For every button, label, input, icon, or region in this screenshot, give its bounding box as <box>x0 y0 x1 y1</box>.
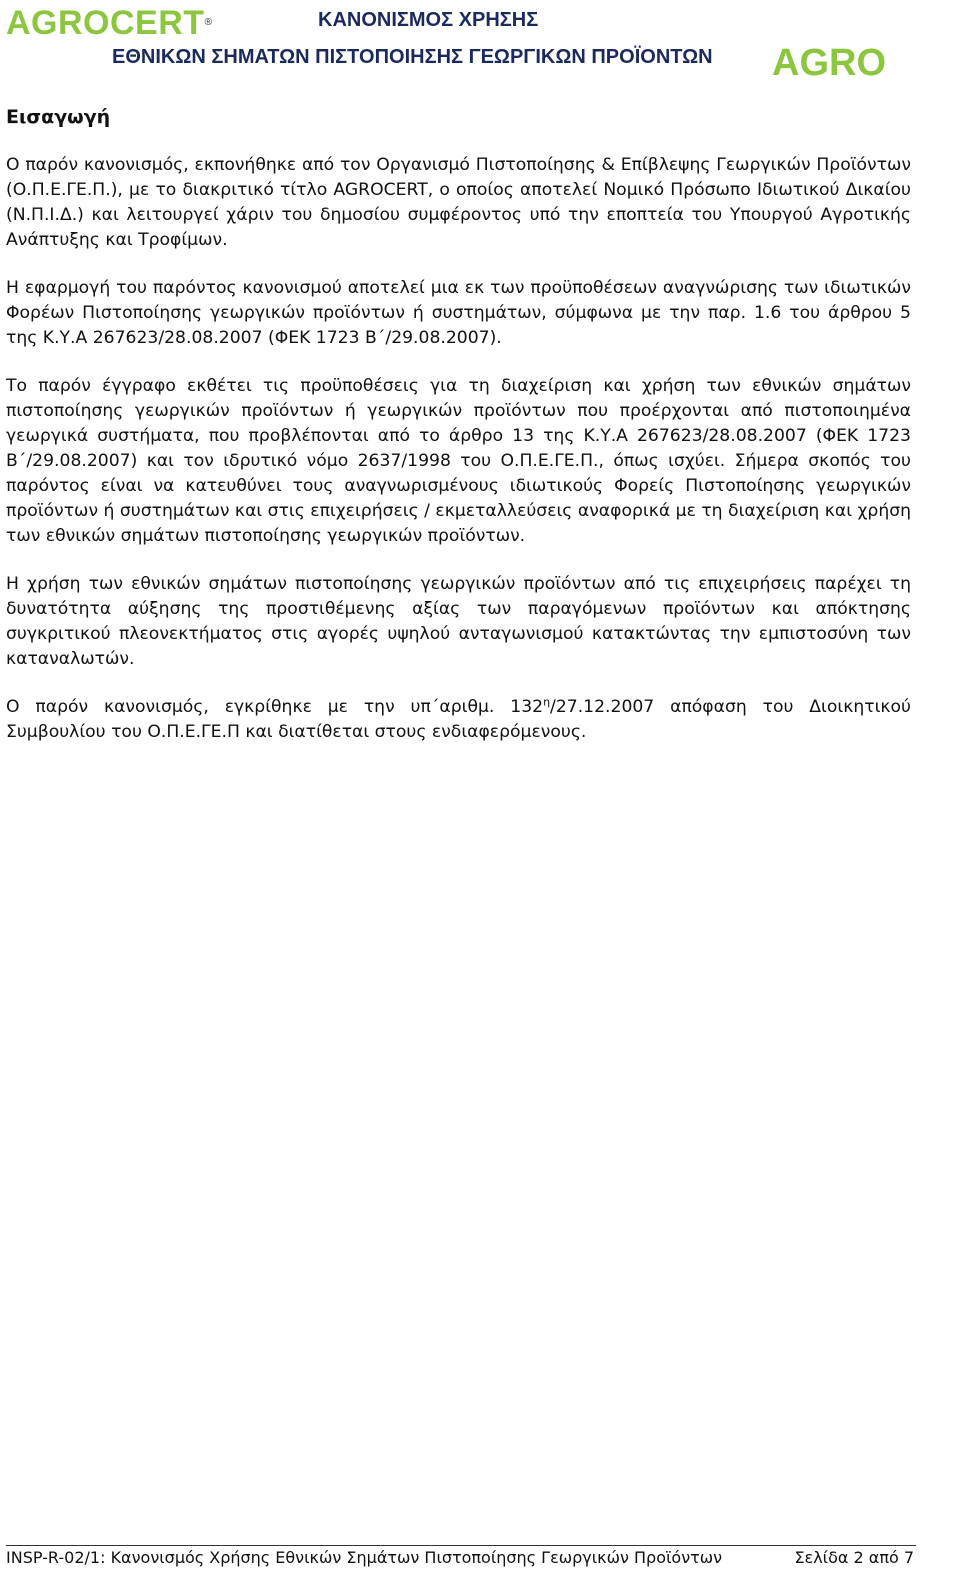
paragraph-5-before: Ο παρόν κανονισμός, εγκρίθηκε με την υπ΄αριθμ. 132 <box>6 697 544 717</box>
agrocert-logo-text: AGROCERT <box>6 4 205 42</box>
agro-logo: AGRO <box>772 42 886 84</box>
paragraph-5 <box>6 695 911 745</box>
paragraph-4: Η χρήση των εθνικών σημάτων πιστοποίησης γεωργικών προϊόντων από τις επιχειρήσεις παρέχει τη δυνατότητα αύξησης της προστιθέμενης αξίας των παραγόμενων προϊόντων και απόκτησης συγκριτικού πλεονεκτήματος στις αγορές υψηλού ανταγωνισμού κατακτώντας την εμπιστοσύνη των καταναλωτών. <box>6 574 911 669</box>
paragraph-5-after: /27.12.2007 απόφαση του Διοικητικού Συμβουλίου του Ο.Π.Ε.ΓΕ.Π και διατίθεται στους ενδιαφερόμενους. <box>6 697 911 742</box>
document-subtitle: ΕΘΝΙΚΩΝ ΣΗΜΑΤΩΝ ΠΙΣΤΟΠΟΙΗΣΗΣ ΓΕΩΡΓΙΚΩΝ ΠΡΟΪΟΝΤΩΝ <box>112 46 713 68</box>
section-heading: Εισαγωγή <box>6 106 111 128</box>
footer-doc-reference: INSP-R-02/1: Κανονισμός Χρήσης Εθνικών Σημάτων Πιστοποίησης Γεωργικών Προϊόντων <box>6 1548 723 1567</box>
footer-page-number: Σελίδα 2 από 7 <box>794 1548 914 1567</box>
paragraph-3: Το παρόν έγγραφο εκθέτει τις προϋποθέσεις για τη διαχείριση και χρήση των εθνικών σημάτων πιστοποίησης γεωργικών προϊόντων ή γεωργικών προϊόντων που προέρχονται από πιστοποιημένα γεωργικά συστήματα, που προβλέπονται από το άρθρο 13 της Κ.Υ.Α 267623/28.08.2007 (ΦΕΚ 1723 Β΄/29.08.2007) και τον ιδρυτικό νόμο 2637/1998 του Ο.Π.Ε.ΓΕ.Π., όπως ισχύει. Σήμερα σκοπός του παρόντος είναι να κατευθύνει τους αναγνωρισμένους ιδιωτικούς Φορείς Πιστοποίησης γεωργικών προϊόντων ή συστημάτων και στις επιχειρήσεις / εκμεταλλεύσεις αναφορικά με τη διαχείριση και χρήση των εθνικών σημάτων πιστοποίησης γεωργικών προϊόντων. <box>6 376 911 546</box>
document-body <box>6 153 911 768</box>
agrocert-logo <box>6 4 212 42</box>
paragraph-2: Η εφαρμογή του παρόντος κανονισμού αποτελεί μια εκ των προϋποθέσεων αναγνώρισης των ιδιωτικών Φορέων Πιστοποίησης γεωργικών προϊόντων ή συστημάτων, σύμφωνα με την παρ. 1.6 του άρθρου 5 της Κ.Υ.Α 267623/28.08.2007 (ΦΕΚ 1723 Β΄/29.08.2007). <box>6 278 911 348</box>
paragraph-1: Ο παρόν κανονισμός, εκπονήθηκε από τον Οργανισμό Πιστοποίησης & Επίβλεψης Γεωργικών Προϊόντων (Ο.Π.Ε.ΓΕ.Π.), με το διακριτικό τίτλο AGROCERT, ο οποίος αποτελεί Νομικό Πρόσωπο Ιδιωτικού Δικαίου (Ν.Π.Ι.Δ.) και λειτουργεί χάριν του δημοσίου συμφέροντος υπό την εποπτεία του Υπουργού Αγροτικής Ανάπτυξης και Τροφίμων. <box>6 155 911 250</box>
registered-mark: ® <box>204 17 213 28</box>
ordinal-superscript: η <box>543 695 551 709</box>
footer-divider <box>6 1545 916 1546</box>
document-title: ΚΑΝΟΝΙΣΜΟΣ ΧΡΗΣΗΣ <box>318 9 539 31</box>
